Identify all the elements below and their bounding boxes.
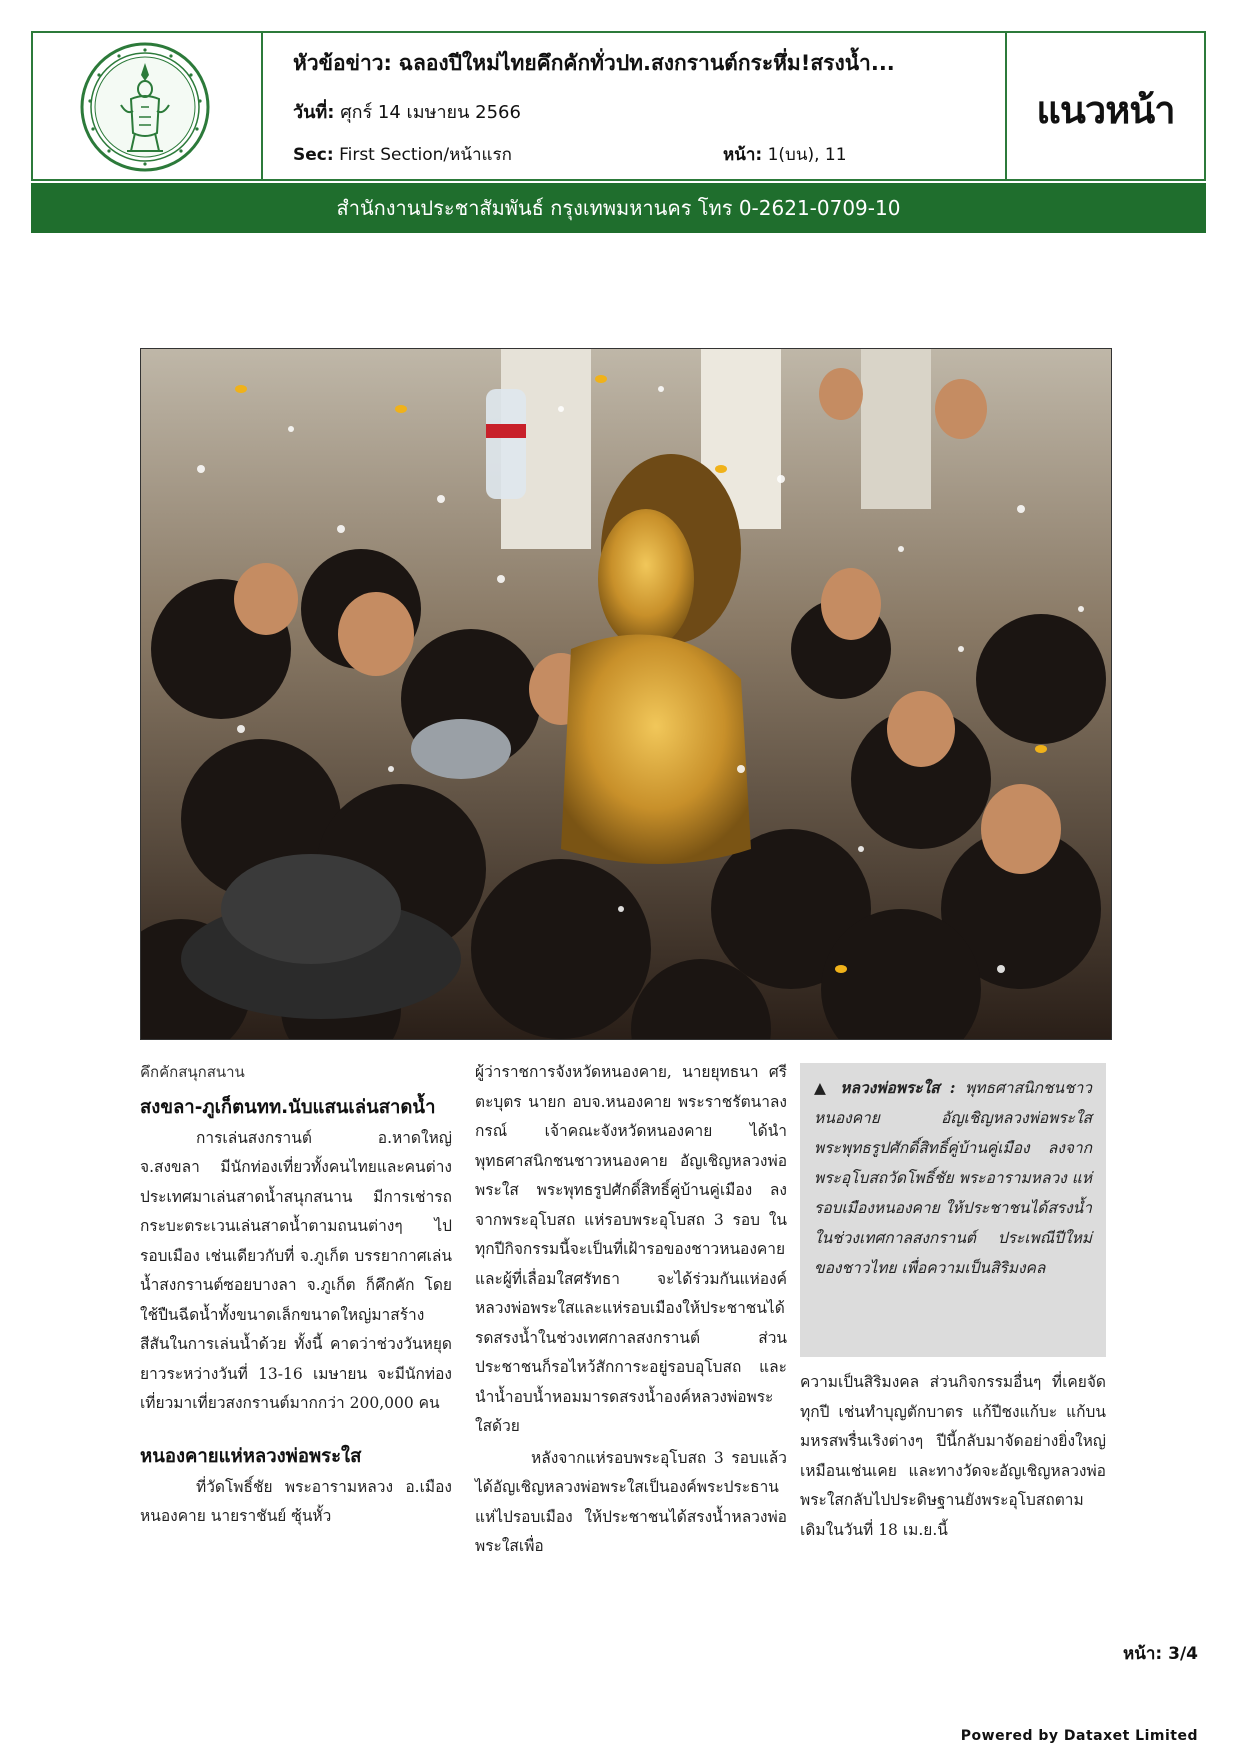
headline-line bbox=[293, 47, 895, 80]
newspaper-cell bbox=[1007, 33, 1204, 179]
paragraph-procession: หลังจากแห่รอบพระอุโบสถ 3 รอบแล้ว ได้อัญเชิญหลวงพ่อพระใสเป็นองค์พระประธานแห่ไปรอบเมือง ให้ประชาชนได้สรงน้ำหลวงพ่อพระใสเพื่อ bbox=[475, 1448, 787, 1555]
songkran-crowd-photo bbox=[141, 349, 1111, 1039]
date-line bbox=[293, 97, 521, 126]
article-column-3 bbox=[800, 1368, 1106, 1545]
paragraph-nongkhai-start: ที่วัดโพธิ์ชัย พระอารามหลวง อ.เมืองหนองคาย นายราชันย์ ซุ้นหั้ว bbox=[140, 1477, 452, 1525]
paragraph-songkhla: การเล่นสงกรานต์ อ.หาดใหญ่ จ.สงขลา มีนักท่องเที่ยวทั้งคนไทยและคนต่างประเทศมาเล่นสาดน้ำสนุกสนาน มีการเช่ารถกระบะตระเวนเล่นสาดน้ำตามถนนต่างๆ ไปรอบเมือง เช่นเดียวกับที่ จ.ภูเก็ต บรรยากาศเล่นน้ำสงกรานต์ซอยบางลา จ.ภูเก็ต ก็คึกคัก โดยใช้ปืนฉีดน้ำทั้งขนาดเล็กขนาดใหญ่มาสร้างสีสันในการเล่นน้ำด้วย ทั้งนี้ คาดว่าช่วงวันหยุดยาวระหว่างวันที่ 13-16 เมษายน จะมีนักท่องเที่ยวมาเที่ยวสงกรานต์มากกว่า 200,000 คน bbox=[140, 1128, 452, 1412]
caption-arrow-icon: ▲ bbox=[814, 1078, 831, 1097]
paragraph-nongkhai-continued: ผู้ว่าราชการจังหวัดหนองคาย, นายยุทธนา ศรีตะบุตร นายก อบจ.หนองคาย พระราชรัตนาลงกรณ์ เจ้าคณะจังหวัดหนองคาย ได้นำพุทธศาสนิกชนชาวหนองคาย อัญเชิญหลวงพ่อพระใส พระพุทธรูปศักดิ์สิทธิ์คู่บ้านคู่เมือง ลงจากพระอุโบสถ แห่รอบพระอุโบสถ 3 รอบ ในทุกปีกิจกรรมนี้จะเป็นที่เฝ้ารอของชาวหนองคายและผู้ที่เลื่อมใสศรัทธา จะได้ร่วมกันแห่องค์หลวงพ่อพระใสและแห่รอบเมืองให้ประชาชนได้รดสรงน้ำในช่วงเทศกาลสงกรานต์ ส่วนประชาชนก็รอไหว้สักการะอยู่รอบอุโบสถ และนำน้ำอบน้ำหอมมารดสรงน้ำองค์หลวงพ่อพระใสด้วย bbox=[475, 1063, 787, 1435]
page-value: 1(บน), 11 bbox=[767, 145, 847, 165]
date-label: วันที่: bbox=[293, 102, 335, 123]
logo-cell bbox=[33, 33, 263, 179]
caption-text: พุทธศาสนิกชนชาวหนองคาย อัญเชิญหลวงพ่อพระใส พระพุทธรูปศักดิ์สิทธิ์คู่บ้านคู่เมือง ลงจากพระอุโบสถวัดโพธิ์ชัย พระอารามหลวง แห่รอบเมืองหนองคาย ให้ประชาชนได้สรงน้ำในช่วงเทศกาลสงกรานต์ ประเพณีปีใหม่ของชาวไทย เพื่อความเป็นสิริมงคล bbox=[814, 1079, 1092, 1277]
heading-songkhla-phuket: สงขลา-ภูเก็ตนทท.นับแสนเล่นสาดน้ำ bbox=[140, 1096, 436, 1118]
photo-caption-box bbox=[800, 1063, 1106, 1357]
section-line bbox=[293, 141, 512, 168]
footer-page-label: หน้า: bbox=[1123, 1644, 1163, 1664]
clipping-header bbox=[31, 31, 1206, 181]
heading-nongkhai: หนองคายแห่หลวงพ่อพระใส bbox=[140, 1445, 362, 1467]
page-label: หน้า: bbox=[723, 145, 763, 165]
headline-text: ฉลองปีใหม่ไทยคึกคักทั่วปท.สงกรานต์กระหึ่ม!สรงน้ำ... bbox=[398, 51, 895, 75]
section-value: First Section/หน้าแรก bbox=[339, 145, 512, 165]
bangkok-seal-logo bbox=[79, 41, 211, 173]
clipping-info bbox=[263, 33, 1007, 179]
powered-by: Powered by Dataxet Limited bbox=[960, 1728, 1198, 1744]
caption-title: หลวงพ่อพระใส : bbox=[840, 1078, 956, 1097]
paragraph-procession-continued: ความเป็นสิริมงคล ส่วนกิจกรรมอื่นๆ ที่เคยจัดทุกปี เช่นทำบุญตักบาตร แก้ปีชงแก้บะ แก้บน มหรสพรื่นเริงต่างๆ ปีนี้กลับมาจัดอย่างยิ่งใหญ่เหมือนเช่นเคย และทางวัดจะอัญเชิญหลวงพ่อพระใสกลับไปประดิษฐานยังพระอุโบสถตามเดิมในวันที่ 18 เม.ย.นี้ bbox=[800, 1373, 1106, 1539]
page-line bbox=[723, 141, 847, 168]
section-label: Sec: bbox=[293, 145, 334, 165]
pr-office-banner: สำนักงานประชาสัมพันธ์ กรุงเทพมหานคร โทร 0-2621-0709-10 bbox=[31, 183, 1206, 233]
newspaper-name: แนวหน้า bbox=[1036, 88, 1175, 132]
article-kicker: คึกคักสนุกสนาน bbox=[140, 1063, 245, 1081]
article-column-2 bbox=[475, 1058, 787, 1562]
footer-page-value: 3/4 bbox=[1168, 1644, 1198, 1664]
footer-page-number bbox=[1123, 1640, 1198, 1667]
article-column-1 bbox=[140, 1058, 452, 1532]
date-value: ศุกร์ 14 เมษายน 2566 bbox=[340, 102, 521, 123]
news-photo bbox=[140, 348, 1112, 1040]
headline-label: หัวข้อข่าว: bbox=[293, 51, 392, 75]
